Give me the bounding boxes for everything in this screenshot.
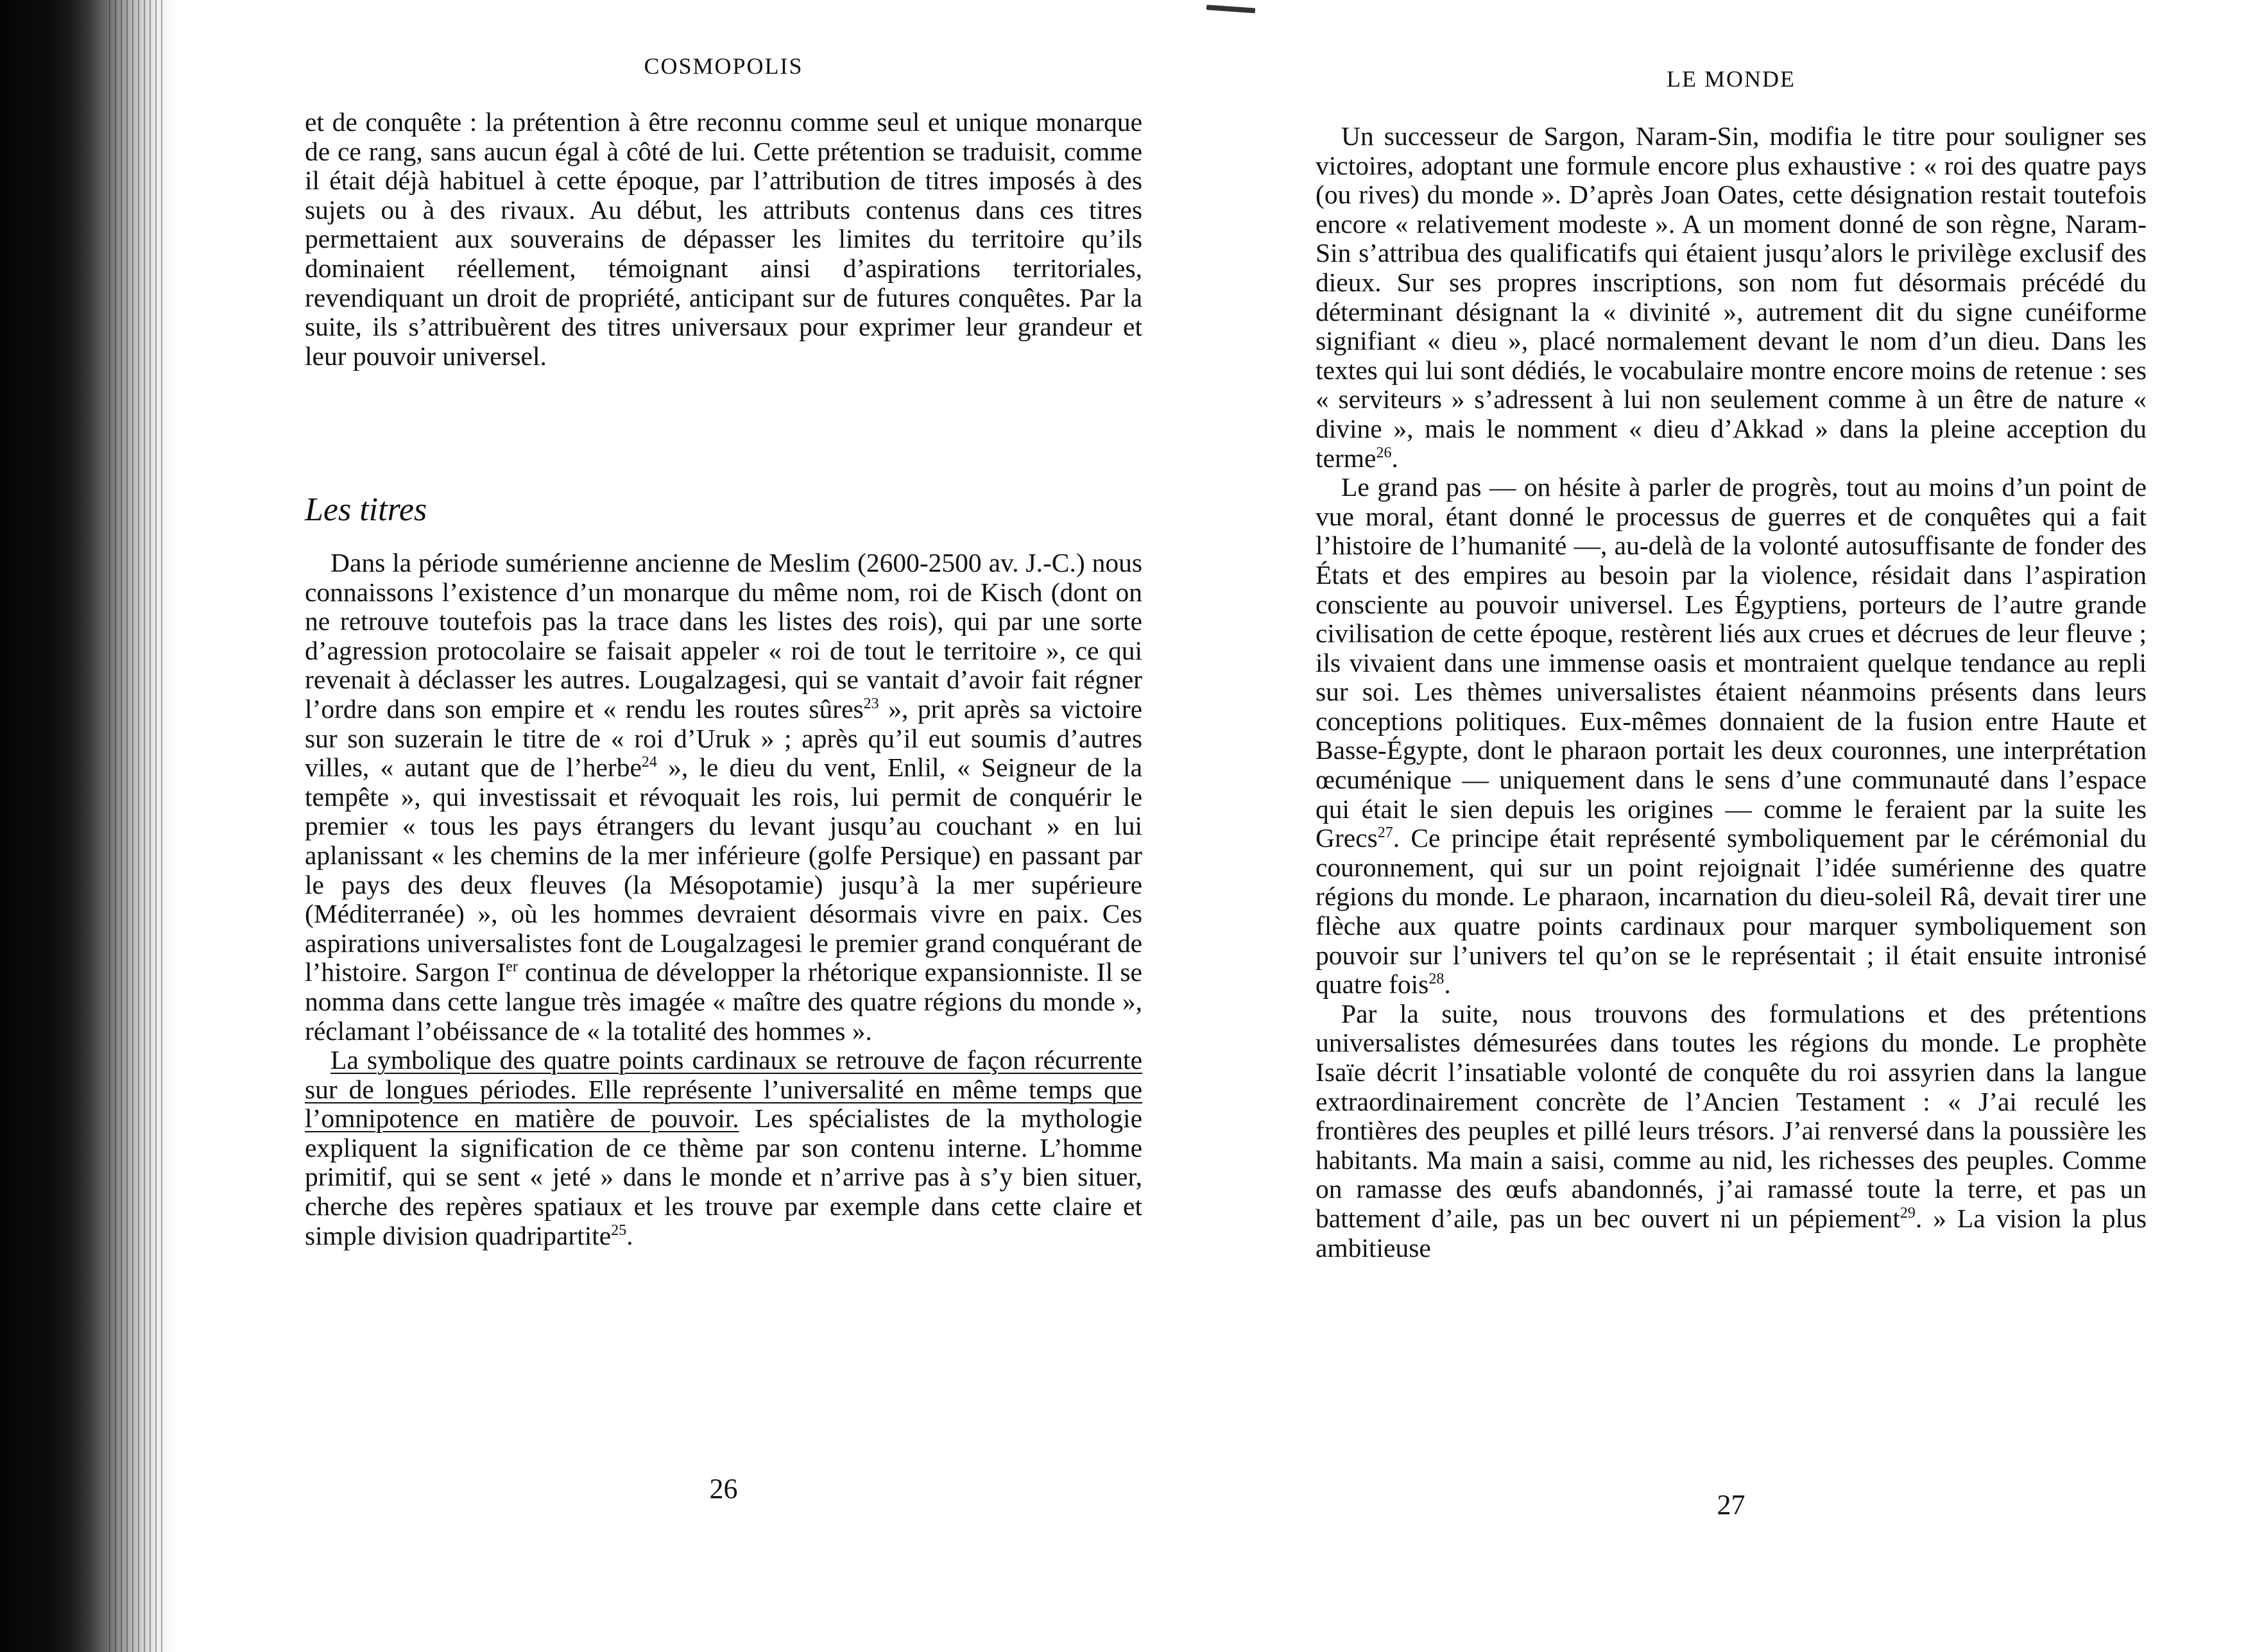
right-paragraph-3-part-a: Par la suite, nous trouvons des formulations et des prétentions universalistes démesurées dans toutes les régions du monde. Le prophète Isaïe décrit l’insatiable volonté de conquête du roi assyrien dans la langue extraordinairement concrète de l’Ancien Testament : « J’ai reculé les frontières des peuples et pillé leurs trésors. J’ai renversé dans la poussière les habitants. Ma main a saisi, comme au nid, les richesses des peuples. Comme on ramasse des œufs abandonnés, j’ai ramassé toute la terre, et pas un battement d’aile, pas un bec ouvert ni un pépiement — [1316, 998, 2147, 1233]
book-spine-lines — [109, 0, 167, 1652]
scan-mark — [1206, 4, 1255, 13]
right-paragraph-1-end: . — [1391, 443, 1398, 473]
right-paragraph-1-text: Un successeur de Sargon, Naram-Sin, modifia le titre pour souligner ses victoires, adoptant une formule encore plus exhaustive : « roi des quatre pays (ou rives) du monde ». D’après Joan Oates, cette désignation restait toutefois encore « relativement modeste ». A un moment donné de son règne, Naram-Sin s’attribua des qualificatifs qui étaient jusqu’alors le privilège exclusif des dieux. Sur ses propres inscriptions, son nom fut désormais précédé du déterminant désignant la « divinité », autrement dit du signe cunéiforme signifiant « dieu », placé normalement devant le nom d’un dieu. Dans les textes qui lui sont dédiés, le vocabulaire montre encore moins de retenue : ses « serviteurs » s’adressent à lui non seulement comme à un être de nature « divine », mais le nomment « dieu d’Akkad » dans la pleine acception du terme — [1316, 121, 2147, 473]
left-text-block-top — [305, 108, 1142, 371]
footnote-ref-23: 23 — [863, 695, 879, 713]
footnote-ref-25: 25 — [611, 1222, 627, 1239]
left-paragraph-3-end: . — [626, 1220, 633, 1250]
right-paragraph-1 — [1316, 122, 2147, 473]
right-paragraph-2-part-b: . Ce principe était représenté symboliquement par le cérémonial du couronnement, qui sur un point rejoignait l’idée sumérienne des quatre régions du monde. Le pharaon, incarnation du dieu-soleil Râ, devait tirer une flèche aux quatre points cardinaux pour marquer symboliquement son pouvoir sur l’univers tel qu’on se le représentait ; il était ensuite intronisé quatre fois — [1316, 823, 2147, 1000]
left-paragraph-2-part-b: », prit après sa victoire sur son suzerain le titre de « roi d’Uruk » ; après qu’il eut soumis d’autres villes, « autant que de l’herbe — [305, 694, 1142, 783]
left-paragraph-2-part-d: continua de développer la rhétorique expansionniste. Il se nomma dans cette langue très imagée « maître des quatre régions du monde », réclamant l’obéissance de « la totalité des hommes ». — [305, 957, 1142, 1046]
footnote-ref-26: 26 — [1376, 444, 1392, 461]
page-number-left: 26 — [709, 1473, 738, 1504]
right-page — [1316, 0, 2147, 1652]
left-text-block-main — [305, 549, 1142, 1250]
footnote-ref-28: 28 — [1428, 971, 1445, 988]
footnote-ref-29: 29 — [1900, 1205, 1916, 1222]
left-paragraph-2 — [305, 549, 1142, 1046]
footnote-ref-24: 24 — [641, 754, 657, 771]
left-paragraph-intro: et de conquête : la prétention à être reconnu comme seul et unique monarque de ce rang, sans aucun égal à côté de lui. Cette prétention se traduisit, comme il était déjà habituel à cette époque, par l’attribution de titres imposés à des sujets ou à des rivaux. Au début, les attributs contenus dans ces titres permettaient aux souverains de dépasser les limites du territoire qu’ils dominaient réellement, témoignant ainsi d’aspirations territoriales, revendiquant un droit de propriété, anticipant sur de futures conquêtes. Par la suite, ils s’attribuèrent des titres universaux pour exprimer leur grandeur et leur pouvoir universel. — [305, 107, 1142, 371]
right-text-block — [1316, 122, 2147, 1263]
ordinal-superscript: er — [506, 958, 518, 976]
right-paragraph-2-part-a: Le grand pas — on hésite à parler de progrès, tout au moins d’un point de vue moral, étant donné le processus de guerres et de conquêtes qui a fait l’histoire de l’humanité —, au-delà de la volonté autosuffisante de fonder des États et des empires au besoin par la violence, résidait dans l’aspiration consciente au pouvoir universel. Les Égyptiens, porteurs de l’autre grande civilisation de cette époque, restèrent liés aux crues et décrues de leur fleuve ; ils vivaient dans une immense oasis et montraient quelque tendance au repli sur soi. Les thèmes universalistes étaient néanmoins présents dans leurs conceptions politiques. Eux-mêmes donnaient de la fusion entre Haute et Basse-Égypte, dont le pharaon portait les deux couronnes, une interprétation œcuménique — uniquement dans le sens d’une communauté dans l’espace qui était le sien depuis les origines — comme le feraient par la suite les Grecs — [1316, 472, 2147, 853]
left-paragraph-3 — [305, 1046, 1142, 1250]
page-number-right: 27 — [1717, 1489, 1745, 1520]
right-paragraph-2 — [1316, 473, 2147, 1000]
running-head-right: LE MONDE — [1667, 66, 1796, 92]
left-paragraph-3-rest: Les spécialistes de la mythologie expliquent la signification de ce thème par son contenu interne. L’homme primitif, qui se sent « jeté » dans le monde et n’arrive pas à s’y bien situer, cherche des repères spatiaux et les trouve par exemple dans cette claire et simple division quadripartite — [305, 1103, 1142, 1250]
footnote-ref-27: 27 — [1377, 824, 1393, 842]
right-paragraph-2-end: . — [1444, 969, 1451, 1000]
underlined-passage: La symbolique des quatre points cardinaux se retrouve de façon récurrente sur de longues périodes. Elle représente l’universalité en même temps que l’omnipotence en matière de pouvoir. — [305, 1045, 1142, 1134]
section-title: Les titres — [305, 491, 427, 528]
left-paragraph-2-part-c: », le dieu du vent, Enlil, « Seigneur de la tempête », qui investissait et révoquait les rois, lui permit de conquérir le premier « tous les pays étrangers du levant jusqu’au couchant » en lui aplanissant « les chemins de la mer inférieure (golfe Persique) en passant par le pays des deux fleuves (la Mésopotamie) jusqu’à la mer supérieure (Méditerranée) », où les hommes devraient désormais vivre en paix. Ces aspirations universalistes font de Lougalzagesi le premier grand conquérant de l’histoire. Sargon I — [305, 753, 1142, 987]
left-paragraph-2-part-a: Dans la période sumérienne ancienne de Meslim (2600-2500 av. J.-C.) nous connaissons l’existence d’un monarque du même nom, roi de Kisch (dont on ne retrouve toutefois pas la trace dans les listes des rois), qui par une sorte d’agression protocolaire se faisait appeler « roi de tout le territoire », ce qui revenait à déclasser les autres. Lougalzagesi, qui se vantait d’avoir fait régner l’ordre dans son empire et « rendu les routes sûres — [305, 548, 1142, 724]
running-head-left: COSMOPOLIS — [644, 53, 803, 79]
right-paragraph-3-part-b: . » La vision la plus ambitieuse — [1316, 1203, 2147, 1263]
left-page — [305, 0, 1142, 1652]
right-paragraph-3 — [1316, 1000, 2147, 1263]
